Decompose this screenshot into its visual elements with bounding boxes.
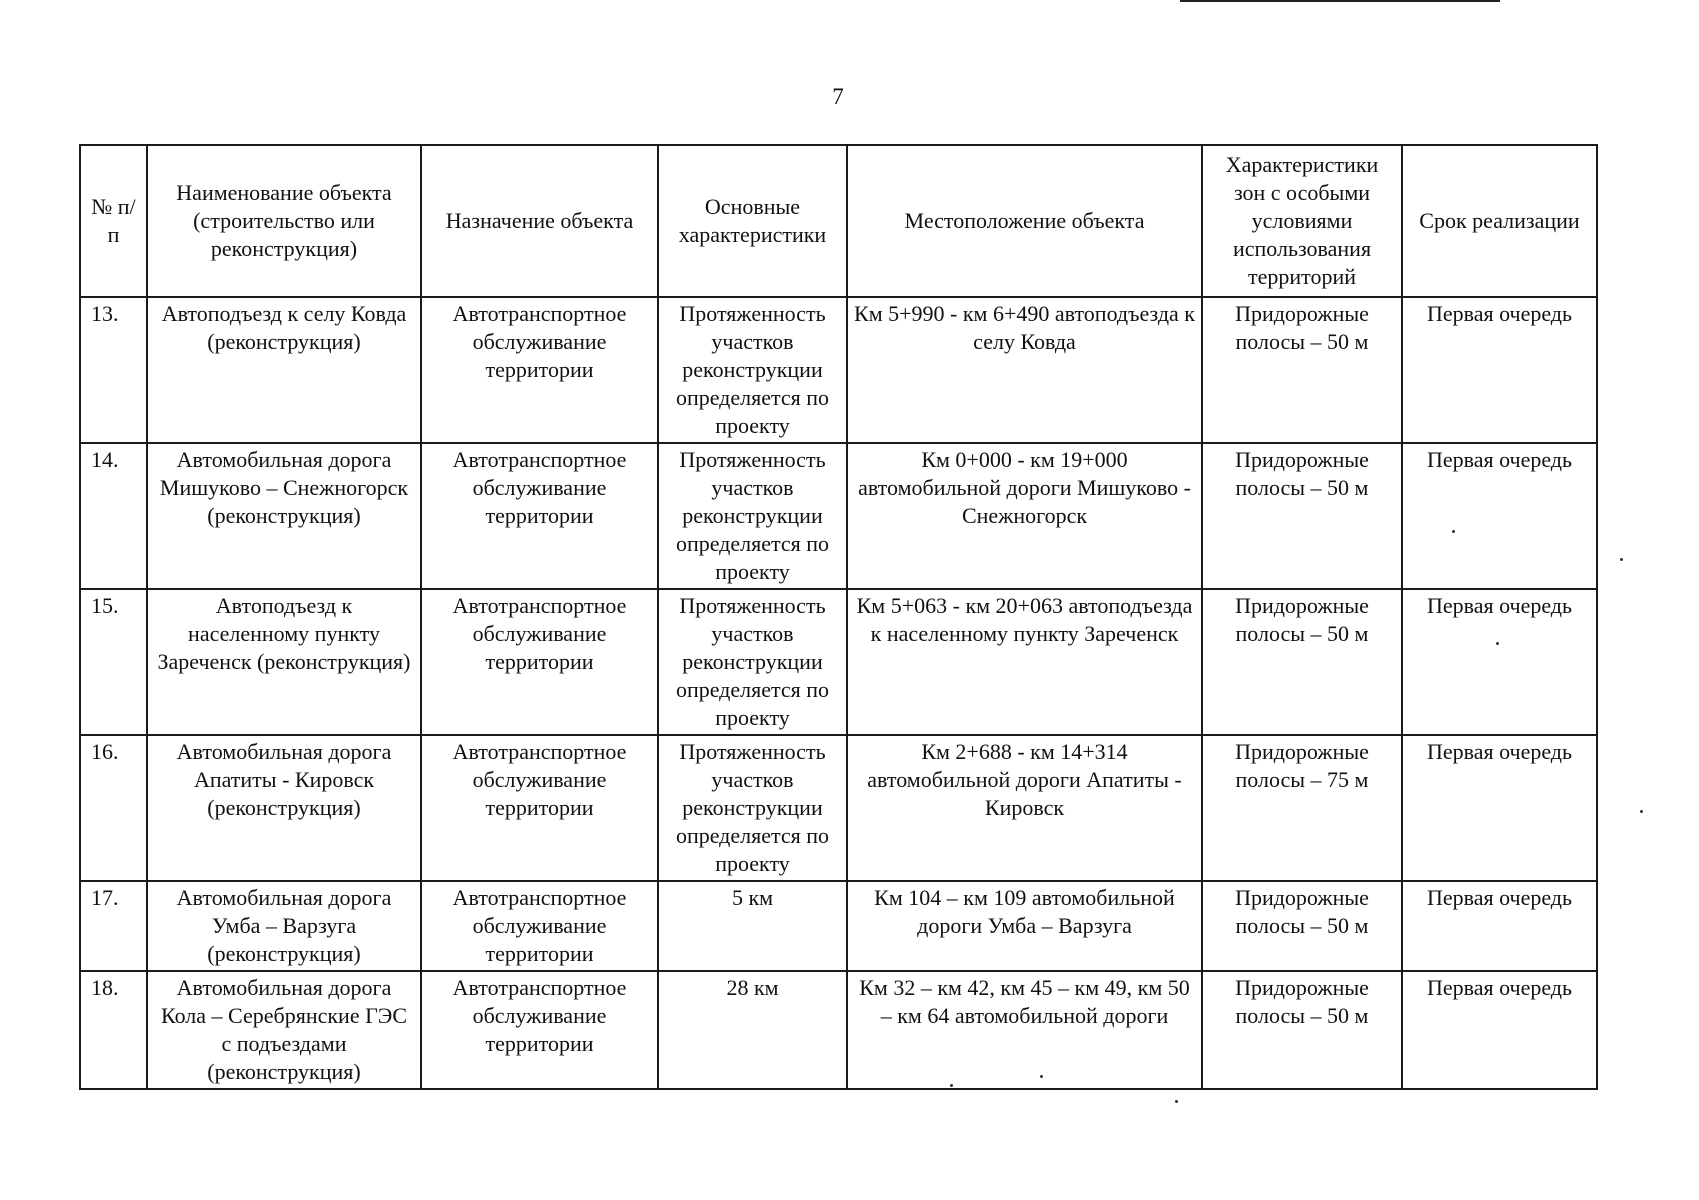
- scan-artifact-line: [1180, 0, 1500, 2]
- header-row: [80, 145, 1597, 297]
- row-characteristics: 28 км: [658, 971, 847, 1089]
- row-term: Первая очередь: [1402, 971, 1597, 1089]
- row-purpose: Автотранспортное обслуживание территории: [421, 881, 658, 971]
- table-row: [80, 881, 1597, 971]
- row-term: Первая очередь: [1402, 589, 1597, 735]
- table-header: [80, 145, 1597, 297]
- header-characteristics: Основные характеристики: [658, 145, 847, 297]
- row-num: 14.: [80, 443, 147, 589]
- row-characteristics: Протяженность участков реконструкции определяется по проекту: [658, 735, 847, 881]
- header-zones: Характеристики зон с особыми условиями использования территорий: [1202, 145, 1402, 297]
- row-purpose: Автотранспортное обслуживание территории: [421, 443, 658, 589]
- row-location: Км 5+063 - км 20+063 автоподъезда к населенному пункту Зареченск: [847, 589, 1202, 735]
- row-zones: Придорожные полосы – 50 м: [1202, 881, 1402, 971]
- scan-speck: [1620, 558, 1623, 561]
- row-zones: Придорожные полосы – 50 м: [1202, 297, 1402, 443]
- row-purpose: Автотранспортное обслуживание территории: [421, 971, 658, 1089]
- row-characteristics: Протяженность участков реконструкции определяется по проекту: [658, 443, 847, 589]
- table-row: [80, 589, 1597, 735]
- row-num: 13.: [80, 297, 147, 443]
- scan-speck: [1040, 1075, 1043, 1078]
- row-term: Первая очередь: [1402, 443, 1597, 589]
- scan-speck: [950, 1084, 953, 1087]
- row-location: Км 2+688 - км 14+314 автомобильной дороги Апатиты - Кировск: [847, 735, 1202, 881]
- row-characteristics: Протяженность участков реконструкции определяется по проекту: [658, 297, 847, 443]
- row-characteristics: 5 км: [658, 881, 847, 971]
- scan-speck: [1175, 1100, 1178, 1103]
- page-number: 7: [832, 84, 844, 109]
- header-name: Наименование объекта (строительство или реконструкция): [147, 145, 421, 297]
- header-num: № п/п: [80, 145, 147, 297]
- table-row: [80, 297, 1597, 443]
- row-name: Автоподъезд к селу Ковда (реконструкция): [147, 297, 421, 443]
- row-num: 17.: [80, 881, 147, 971]
- row-purpose: Автотранспортное обслуживание территории: [421, 297, 658, 443]
- row-zones: Придорожные полосы – 75 м: [1202, 735, 1402, 881]
- row-zones: Придорожные полосы – 50 м: [1202, 589, 1402, 735]
- row-characteristics: Протяженность участков реконструкции определяется по проекту: [658, 589, 847, 735]
- header-purpose: Назначение объекта: [421, 145, 658, 297]
- header-location: Местоположение объекта: [847, 145, 1202, 297]
- row-num: 18.: [80, 971, 147, 1089]
- row-num: 15.: [80, 589, 147, 735]
- objects-table: [79, 144, 1598, 1090]
- row-location: Км 5+990 - км 6+490 автоподъезда к селу Ковда: [847, 297, 1202, 443]
- row-num: 16.: [80, 735, 147, 881]
- row-name: Автомобильная дорога Мишуково – Снежногорск (реконструкция): [147, 443, 421, 589]
- table-body: [80, 297, 1597, 1089]
- row-location: Км 0+000 - км 19+000 автомобильной дороги Мишуково - Снежногорск: [847, 443, 1202, 589]
- row-zones: Придорожные полосы – 50 м: [1202, 971, 1402, 1089]
- row-name: Автомобильная дорога Умба – Варзуга (реконструкция): [147, 881, 421, 971]
- row-location: Км 32 – км 42, км 45 – км 49, км 50 – км 64 автомобильной дороги: [847, 971, 1202, 1089]
- row-term: Первая очередь: [1402, 881, 1597, 971]
- table-row: [80, 443, 1597, 589]
- row-zones: Придорожные полосы – 50 м: [1202, 443, 1402, 589]
- row-term: Первая очередь: [1402, 735, 1597, 881]
- header-term: Срок реализации: [1402, 145, 1597, 297]
- row-name: Автомобильная дорога Кола – Серебрянские ГЭС с подъездами (реконструкция): [147, 971, 421, 1089]
- row-purpose: Автотранспортное обслуживание территории: [421, 589, 658, 735]
- row-name: Автомобильная дорога Апатиты - Кировск (реконструкция): [147, 735, 421, 881]
- table-row: [80, 735, 1597, 881]
- row-purpose: Автотранспортное обслуживание территории: [421, 735, 658, 881]
- row-name: Автоподъезд к населенному пункту Зареченск (реконструкция): [147, 589, 421, 735]
- scan-speck: [1640, 810, 1643, 813]
- table-row: [80, 971, 1597, 1089]
- scan-speck: [1452, 530, 1455, 533]
- scan-speck: [1496, 642, 1499, 645]
- row-term: Первая очередь: [1402, 297, 1597, 443]
- row-location: Км 104 – км 109 автомобильной дороги Умба – Варзуга: [847, 881, 1202, 971]
